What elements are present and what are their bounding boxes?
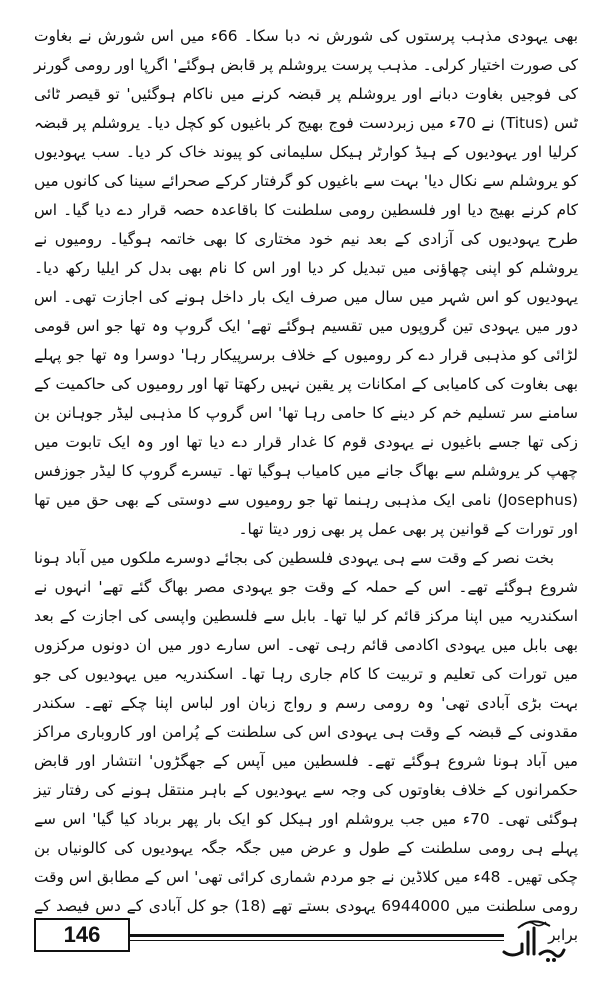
footer-rule: [130, 934, 504, 937]
page-number: 146: [34, 918, 130, 952]
text-body: [34, 22, 578, 950]
footer-rule-thin: [130, 940, 504, 941]
page-footer: [30, 910, 578, 970]
publisher-logo-icon: [498, 914, 570, 966]
paragraph-2: بخت نصر کے وقت سے ہی یہودی فلسطین کی بجائے دوسرے ملکوں میں آباد ہونا شروع ہوگئے تھے۔ اس کے حملہ کے وقت جو یہودی مصر بھاگ گئے تھے' انہوں نے اسکندریہ میں اپنا مرکز قائم کر لیا تھا۔ بابل سے فلسطین واپسی کی اجازت کے بعد بھی بابل میں یہودی اکادمی قائم رہی تھی۔ اس سارے دور میں ان دونوں مرکزوں میں تورات کی تعلیم و تربیت کا کام جاری رہا تھا۔ اسکندریہ میں یہودیوں کی جو بہت بڑی آبادی تھی' وہ رومی رسم و رواج زبان اور لباس اپنا چکے تھے۔ سکندر مقدونی کے قبضہ کے وقت ہی یہودی اس کی سلطنت کے پُرامن اور کاروباری مراکز میں آباد ہونا شروع ہوگئے تھے۔ فلسطین میں آپس کے جھگڑوں' انتشار اور قابض حکمرانوں کے خلاف بغاوتوں کی وجہ سے یہودیوں کے باہر منتقل ہونے کی رفتار تیز ہوگئی تھی۔ 70ء میں جب یروشلم اور ہیکل کو ایک بار پھر برباد کیا گیا' اس سے پہلے ہی رومی سلطنت کے طول و عرض میں جگہ جگہ یہودیوں کی کالونیاں بن چکی تھیں۔ 48ء میں کلاڈین نے جو مردم شماری کرائی تھی' اس کے مطابق اس وقت رومی سلطنت میں 6944000 یہودی بستے تھے (18) جو کل آبادی کے دس فیصد کے برابر: [34, 549, 578, 944]
paragraph-1: بھی یہودی مذہب پرستوں کی شورش نہ دبا سکا۔ 66ء میں اس شورش نے بغاوت کی صورت اختیار کرلی۔ مذہب پرست یروشلم پر قابض ہوگئے' اگرپا اور رومی گورنر کی فوجیں بغاوت دبانے اور یروشلم پر قبضہ کرنے میں ناکام ہوگئیں' تو قیصر ٹائی ٹس (Titus) نے 70ء میں زبردست فوج بھیج کر باغیوں کو کچل دیا۔ یروشلم پر قبضہ کرلیا اور یہودیوں کے ہیڈ کوارٹر ہیکل سلیمانی کو پیوند خاک کر دیا۔ سب یہودیوں کو یروشلم سے نکال دیا' بہت سے باغیوں کو گرفتار کرکے صحرائے سینا کی کانوں میں کام کرنے بھیج دیا اور فلسطین رومی سلطنت کا باقاعدہ حصہ قرار دے دیا گیا۔ اس طرح یہودیوں کی آزادی کے بعد نیم خود مختاری کا بھی خاتمہ ہوگیا۔ رومیوں نے یروشلم کو اپنی چھاؤنی میں تبدیل کر دیا اور اس کا نام بھی بدل کر ایلیا رکھ دیا۔ یہودیوں کو اس شہر میں سال میں صرف ایک بار داخل ہونے کی اجازت تھی۔ اس دور میں یہودی تین گروپوں میں تقسیم ہوگئے تھے' ایک گروپ وہ تھا جو اس قومی لڑائی کو مذہبی قرار دے کر رومیوں کے خلاف برسرپیکار رہا' دوسرا وہ تھا جو پہلے بھی بغاوت کی کامیابی کے امکانات پر یقین نہیں رکھتا تھا اور رومیوں کی حاکمیت کے سامنے سر تسلیم خم کر دینے کا حامی رہا تھا' اس گروپ کا مذہبی لیڈر جوہانن بن زکی تھا جسے باغیوں نے یہودی قوم کا غدار قرار دے دیا تھا اور وہ ایک تابوت میں چھپ کر یروشلم سے بھاگ جانے میں کامیاب ہوگیا تھا۔ تیسرے گروپ کا لیڈر جوزفس (Josephus) نامی ایک مذہبی رہنما تھا جو رومیوں سے دوستی کے بھی حق میں تھا اور تورات کے قوانین پر بھی عمل پر بھی زور دیتا تھا۔: [34, 27, 578, 538]
